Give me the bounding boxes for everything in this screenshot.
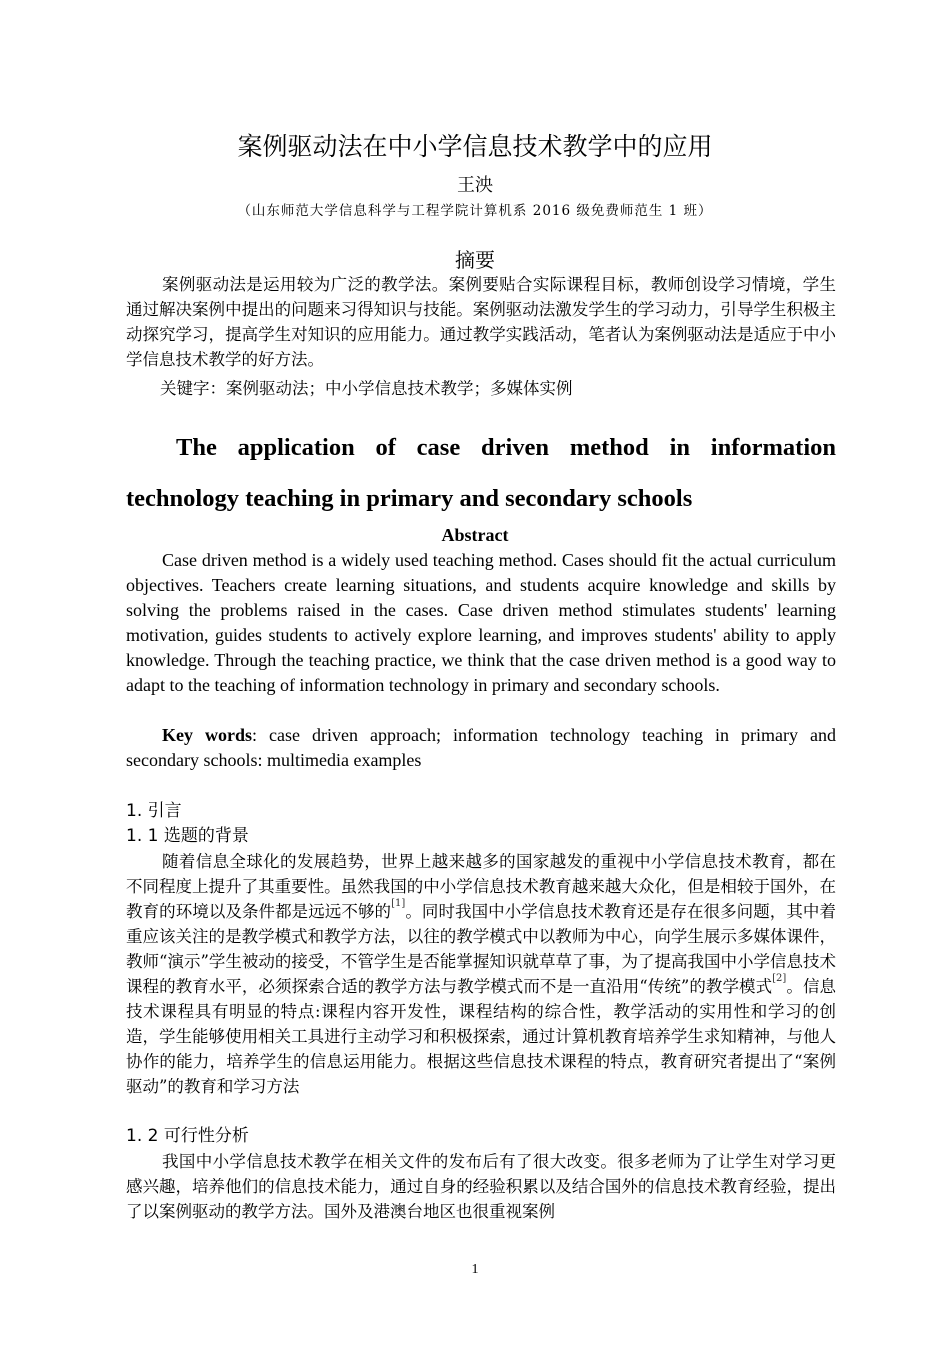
- section-1-2-heading: 1. 2 可行性分析: [126, 1126, 249, 1146]
- paper-title-en-line1: The application of case driven method in information: [176, 434, 836, 461]
- author-name: 王泱: [457, 175, 493, 196]
- paper-title-en-line2: technology teaching in primary and secondary schools: [126, 485, 693, 512]
- author-affiliation: （山东师范大学信息科学与工程学院计算机系 2016 级免费师范生 1 班）: [237, 203, 713, 219]
- keywords-en-text: : case driven approach; information technology teaching in primary and secondary schools: multimedia examples: [126, 725, 836, 770]
- section-1-1-text-a: 随着信息全球化的发展趋势，世界上越来越多的国家越发的重视中小学信息技术教育，都在不同程度上提升了其重要性。虽然我国的中小学信息技术教育越来越大众化，但是相较于国外，在教育的环境以及条件都是远远不够的: [126, 852, 836, 921]
- citation-1: [1]: [391, 898, 406, 909]
- section-1-heading: 1. 引言: [126, 801, 182, 821]
- page-number: 1: [471, 1262, 479, 1277]
- abstract-cn-heading: 摘要: [455, 248, 495, 272]
- keywords-cn: 关键字：案例驱动法；中小学信息技术教学；多媒体实例: [160, 379, 573, 398]
- section-1-2-body: 我国中小学信息技术教学在相关文件的发布后有了很大改变。很多老师为了让学生对学习更感兴趣，培养他们的信息技术能力，通过自身的经验积累以及结合国外的信息技术教育经验，提出了以案例驱动的教学方法。国外及港澳台地区也很重视案例: [126, 1152, 836, 1221]
- paper-title-cn: 案例驱动法在中小学信息技术教学中的应用: [237, 132, 713, 161]
- citation-2: [2]: [772, 973, 787, 984]
- abstract-cn-body: 案例驱动法是运用较为广泛的教学法。案例要贴合实际课程目标，教师创设学习情境，学生通过解决案例中提出的问题来习得知识与技能。案例驱动法激发学生的学习动力，引导学生积极主动探究学习，提高学生对知识的应用能力。通过教学实践活动，笔者认为案例驱动法是适应于中小学信息技术教学的好方法。: [126, 275, 836, 369]
- abstract-en-heading: Abstract: [441, 525, 509, 545]
- section-1-1-body: [126, 849, 836, 1099]
- keywords-en: [126, 723, 836, 773]
- abstract-en-body: Case driven method is a widely used teaching method. Cases should fit the actual curriculum objectives. Teachers create learning situations, and students acquire knowledge and skills by solving the problems raised in the cases. Case driven method stimulates students' learning motivation, guides students to actively explore learning, and improves students' ability to apply knowledge. Through the teaching practice, we think that the case driven method is a good way to adapt to the teaching of information technology in primary and secondary schools.: [126, 550, 836, 695]
- section-1-1-heading: 1. 1 选题的背景: [126, 826, 249, 846]
- keywords-en-label: Key words: [162, 725, 253, 745]
- section-1-1-text-c: 。信息技术课程具有明显的特点:课程内容开发性，课程结构的综合性，教学活动的实用性和学习的创造，学生能够使用相关工具进行主动学习和积极探索，通过计算机教育培养学生求知精神，与他人协作的能力，培养学生的信息运用能力。根据这些信息技术课程的特点，教育研究者提出了“案例驱动”的教育和学习方法: [126, 977, 836, 1096]
- section-1-1-text-b: 。同时我国中小学信息技术教育还是存在很多问题，其中着重应该关注的是教学模式和教学方法，以往的教学模式中以教师为中心，向学生展示多媒体课件，教师“演示”学生被动的接受，不管学生是否能掌握知识就草草了事，为了提高我国中小学信息技术课程的教育水平，必须探索合适的教学方法与教学模式而不是一直沿用“传统”的教学模式: [126, 902, 837, 996]
